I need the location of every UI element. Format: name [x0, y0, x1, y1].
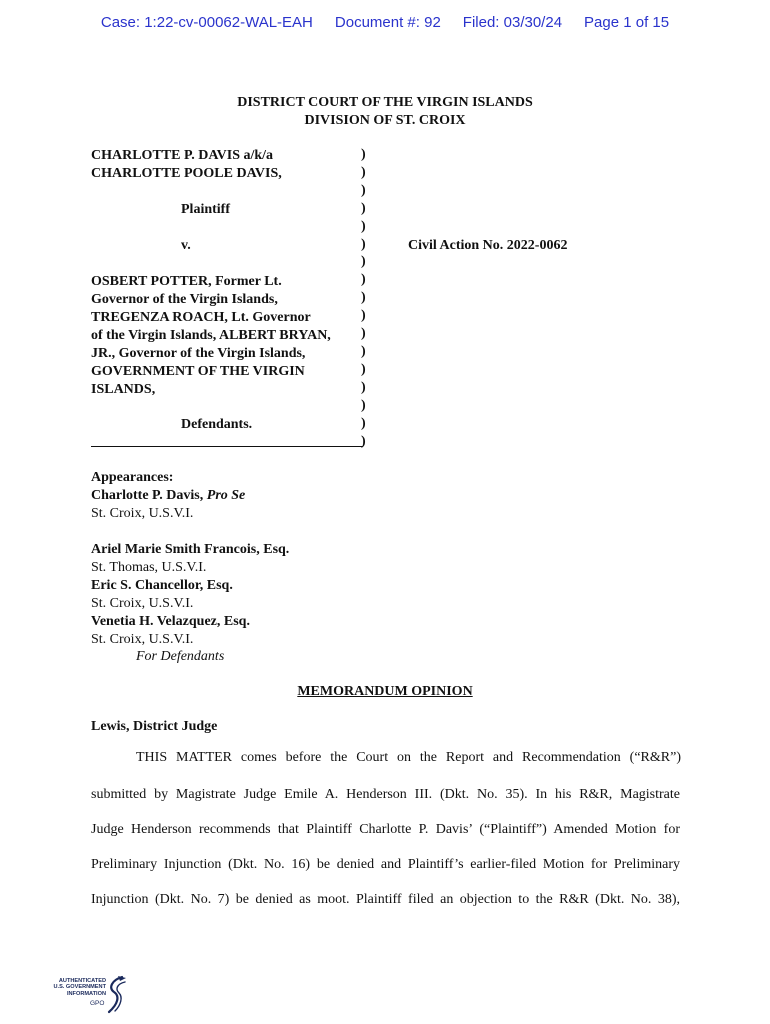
for-defendants-label: For Defendants	[136, 649, 225, 664]
logo-gpo-text: GPO	[90, 1000, 105, 1007]
document-number: Document #: 92	[334, 14, 441, 31]
logo-text: AUTHENTICATED U.S. GOVERNMENT INFORMATION	[53, 978, 106, 997]
opinion-paragraph-line: Preliminary Injunction (Dkt. No. 16) be denied and Plaintiff’s earlier-filed Motion for Preliminary	[91, 857, 680, 872]
counsel-location: St. Croix, U.S.V.I.	[91, 632, 194, 647]
plaintiff-appearance-name: Charlotte P. Davis,	[91, 488, 207, 503]
opinion-title: MEMORANDUM OPINION	[297, 684, 473, 699]
counsel-name: Ariel Marie Smith Francois, Esq.	[91, 542, 290, 557]
counsel-location: St. Thomas, U.S.V.I.	[91, 560, 207, 575]
caption-underline	[91, 446, 363, 447]
counsel-location: St. Croix, U.S.V.I.	[91, 596, 194, 611]
counsel-name: Eric S. Chancellor, Esq.	[91, 578, 233, 593]
defendant-name-line: Governor of the Virgin Islands,	[91, 292, 278, 307]
page-indicator: Page 1 of 15	[584, 14, 670, 31]
appearances-heading: Appearances:	[91, 470, 174, 485]
defendant-name-line: JR., Governor of the Virgin Islands,	[91, 346, 306, 361]
caption-parentheses: ) ) ) ) ) ) ) ) ) ) ) ) ) ) ) ) )	[361, 147, 366, 449]
eagle-icon	[100, 974, 128, 1016]
filing-header	[0, 14, 770, 31]
court-division: DIVISION OF ST. CROIX	[304, 113, 466, 128]
gpo-authentication-logo	[44, 974, 128, 1016]
opinion-paragraph-line: THIS MATTER comes before the Court on the Report and Recommendation (“R&R”)	[136, 750, 681, 765]
defendant-role: Defendants.	[181, 417, 253, 432]
opinion-paragraph-line: submitted by Magistrate Judge Emile A. Henderson III. (Dkt. No. 35). In his R&R, Magistrate	[91, 787, 680, 802]
plaintiff-name-line: CHARLOTTE POOLE DAVIS,	[91, 166, 282, 181]
defendant-name-line: ISLANDS,	[91, 382, 156, 397]
court-name: DISTRICT COURT OF THE VIRGIN ISLANDS	[237, 95, 533, 110]
plaintiff-location: St. Croix, U.S.V.I.	[91, 506, 194, 521]
defendant-name-line: TREGENZA ROACH, Lt. Governor	[91, 310, 311, 325]
opinion-paragraph-line: Judge Henderson recommends that Plaintiff Charlotte P. Davis’ (“Plaintiff”) Amended Motion for	[91, 822, 680, 837]
filed-date: Filed: 03/30/24	[462, 14, 563, 31]
defendant-name-line: GOVERNMENT OF THE VIRGIN	[91, 364, 305, 379]
civil-action-number: Civil Action No. 2022-0062	[408, 238, 568, 253]
defendant-name-line: OSBERT POTTER, Former Lt.	[91, 274, 282, 289]
opinion-paragraph-line: Injunction (Dkt. No. 7) be denied as moot. Plaintiff filed an objection to the R&R (Dkt. No. 38),	[91, 892, 680, 907]
judge-line: Lewis, District Judge	[91, 719, 218, 734]
versus: v.	[181, 238, 191, 253]
plaintiff-appearance	[91, 487, 245, 505]
pro-se-label: Pro Se	[206, 488, 246, 503]
defendant-name-line: of the Virgin Islands, ALBERT BRYAN,	[91, 328, 331, 343]
case-number: Case: 1:22-cv-00062-WAL-EAH	[100, 14, 313, 31]
plaintiff-name-line: CHARLOTTE P. DAVIS a/k/a	[91, 148, 274, 163]
counsel-name: Venetia H. Velazquez, Esq.	[91, 614, 250, 629]
plaintiff-role: Plaintiff	[181, 202, 230, 217]
